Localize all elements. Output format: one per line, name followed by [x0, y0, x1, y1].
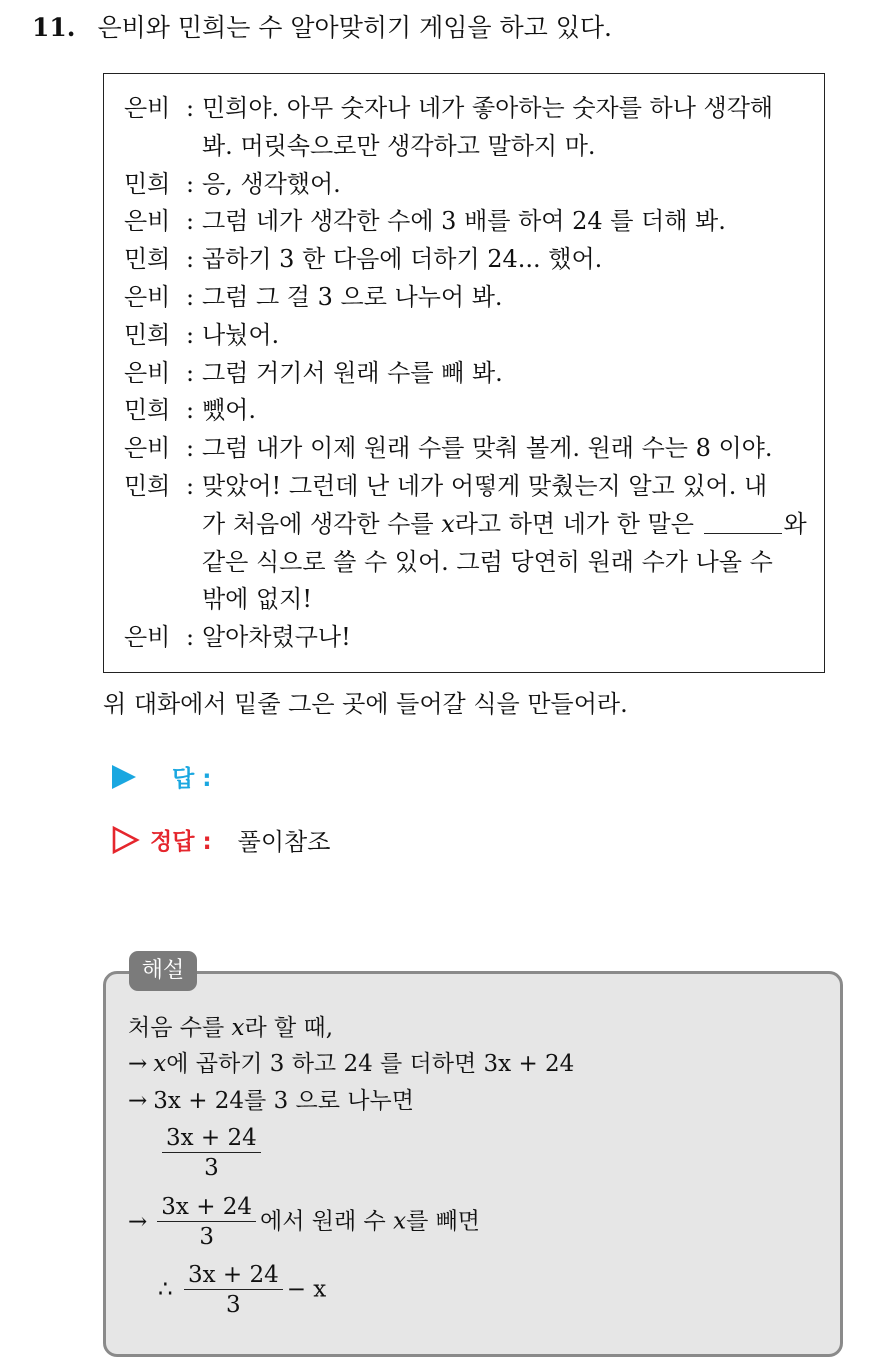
- dialog-text: 나눴어.: [202, 320, 280, 349]
- colon: :: [185, 623, 195, 652]
- dialog-line: [124, 279, 808, 317]
- dialog-text: 그럼 네가 생각한 수에 3 배를 하여 24 를 더해 봐.: [202, 207, 726, 236]
- numerator: 3x + 24: [187, 1262, 279, 1288]
- solution-line: → $\frac{3x + 24}{3}$ 에서 원래 수 x를 빼면: [128, 1194, 481, 1250]
- correct-label: 정답 :: [150, 829, 212, 855]
- dialog-text: 그럼 내가 이제 원래 수를 맞춰 볼게. 원래 수는 8 이야.: [202, 434, 773, 463]
- colon: :: [185, 169, 195, 198]
- outline-triangle-icon: [112, 825, 140, 855]
- speaker: 민희: [124, 169, 171, 198]
- arrow-icon: →: [128, 1208, 148, 1235]
- colon: :: [185, 396, 195, 425]
- denominator: 3: [204, 1155, 219, 1181]
- speaker: 민희: [124, 471, 171, 500]
- solution-line: 처음 수를 x라 할 때,: [128, 1015, 334, 1041]
- arrow-icon: →: [128, 1051, 148, 1077]
- denominator: 3: [226, 1292, 241, 1318]
- play-icon: [112, 765, 136, 789]
- speaker: 민희: [124, 396, 171, 425]
- numerator: 3x + 24: [161, 1194, 253, 1220]
- solution-tab: 해설: [129, 951, 197, 991]
- speaker: 은비: [124, 623, 171, 652]
- answer-label: 답 :: [172, 766, 212, 792]
- dialog-continuation: 봐. 머릿속으로만 생각하고 말하지 마.: [202, 131, 596, 160]
- dialog-text: 그럼 거기서 원래 수를 빼 봐.: [202, 358, 503, 387]
- dialog-line: [124, 392, 808, 430]
- colon: :: [185, 207, 195, 236]
- dialog-text: 그럼 그 걸 3 으로 나누어 봐.: [202, 282, 503, 311]
- colon: :: [185, 434, 195, 463]
- dialog-line: [124, 317, 808, 355]
- dialog-text: 응, 생각했어.: [202, 169, 341, 198]
- answer-blank: [704, 509, 782, 534]
- dialog-line: [124, 619, 808, 657]
- variable-x: x: [153, 1051, 167, 1077]
- denominator: 3: [199, 1224, 214, 1250]
- colon: :: [185, 320, 195, 349]
- solution-line: → 3x + 24를 3 으로 나누면: [128, 1088, 414, 1114]
- fraction: [157, 1193, 256, 1252]
- speaker: 은비: [124, 358, 171, 387]
- speaker: 은비: [124, 282, 171, 311]
- numerator: 3x + 24: [166, 1125, 257, 1151]
- question-header: [32, 10, 612, 46]
- dialog-line: [124, 166, 808, 204]
- dialog-line: [124, 241, 808, 279]
- minus-x: − x: [286, 1276, 327, 1303]
- correct-value: 풀이참조: [237, 828, 331, 856]
- dialog-continuation: 밖에 없지!: [202, 585, 313, 614]
- dialog-line: [124, 90, 808, 128]
- speaker: 민희: [124, 320, 171, 349]
- dialog-line: [124, 203, 808, 241]
- solution-line: → x에 곱하기 3 하고 24 를 더하면 3x + 24: [128, 1051, 575, 1077]
- colon: :: [185, 245, 195, 274]
- colon: :: [185, 471, 195, 500]
- dialog-text: 민희야. 아무 숫자나 네가 좋아하는 숫자를 하나 생각해: [202, 94, 774, 122]
- speaker: 은비: [124, 94, 171, 122]
- arrow-icon: →: [128, 1088, 148, 1114]
- dialog-text: 곱하기 3 한 다음에 더하기 24... 했어.: [202, 245, 603, 274]
- dialog-continuation: 가 처음에 생각한 수를 x라고 하면 네가 한 말은 와: [202, 509, 807, 538]
- dialog-line: [124, 355, 808, 393]
- variable-x: x: [393, 1208, 407, 1235]
- speaker: 은비: [124, 207, 171, 236]
- therefore-symbol: ∴: [158, 1276, 173, 1303]
- solution-line: [158, 1261, 326, 1320]
- dialog-text: 알아차렸구나!: [202, 623, 351, 652]
- speaker: 민희: [124, 245, 171, 274]
- correct-answer-row: [112, 822, 330, 857]
- variable-x: x: [231, 1015, 245, 1041]
- solution-box: [103, 971, 843, 1357]
- colon: :: [185, 358, 195, 387]
- dialog-continuation: 같은 식으로 쓸 수 있어. 그럼 당연히 원래 수가 나올 수: [202, 547, 773, 576]
- dialog-box: [103, 73, 825, 673]
- colon: :: [185, 94, 195, 122]
- expression: 3x + 24: [483, 1051, 575, 1077]
- dialog-line: [124, 430, 808, 468]
- solution-fraction-line: [158, 1124, 265, 1183]
- question-number: 11.: [32, 13, 76, 42]
- fraction: [162, 1124, 261, 1183]
- answer-row: [112, 760, 211, 793]
- instruction-text: 위 대화에서 밑줄 그은 곳에 들어갈 식을 만들어라.: [103, 690, 628, 718]
- colon: :: [185, 282, 195, 311]
- expression: 3x + 24: [153, 1088, 245, 1114]
- question-text: 은비와 민희는 수 알아맞히기 게임을 하고 있다.: [97, 13, 612, 42]
- fraction: [184, 1261, 283, 1320]
- dialog-text: 맞았어! 그런데 난 네가 어떻게 맞췄는지 알고 있어. 내: [202, 471, 768, 500]
- variable-x: x: [441, 509, 455, 538]
- dialog-line: [124, 468, 808, 506]
- dialog-text: 뺐어.: [202, 396, 256, 425]
- speaker: 은비: [124, 434, 171, 463]
